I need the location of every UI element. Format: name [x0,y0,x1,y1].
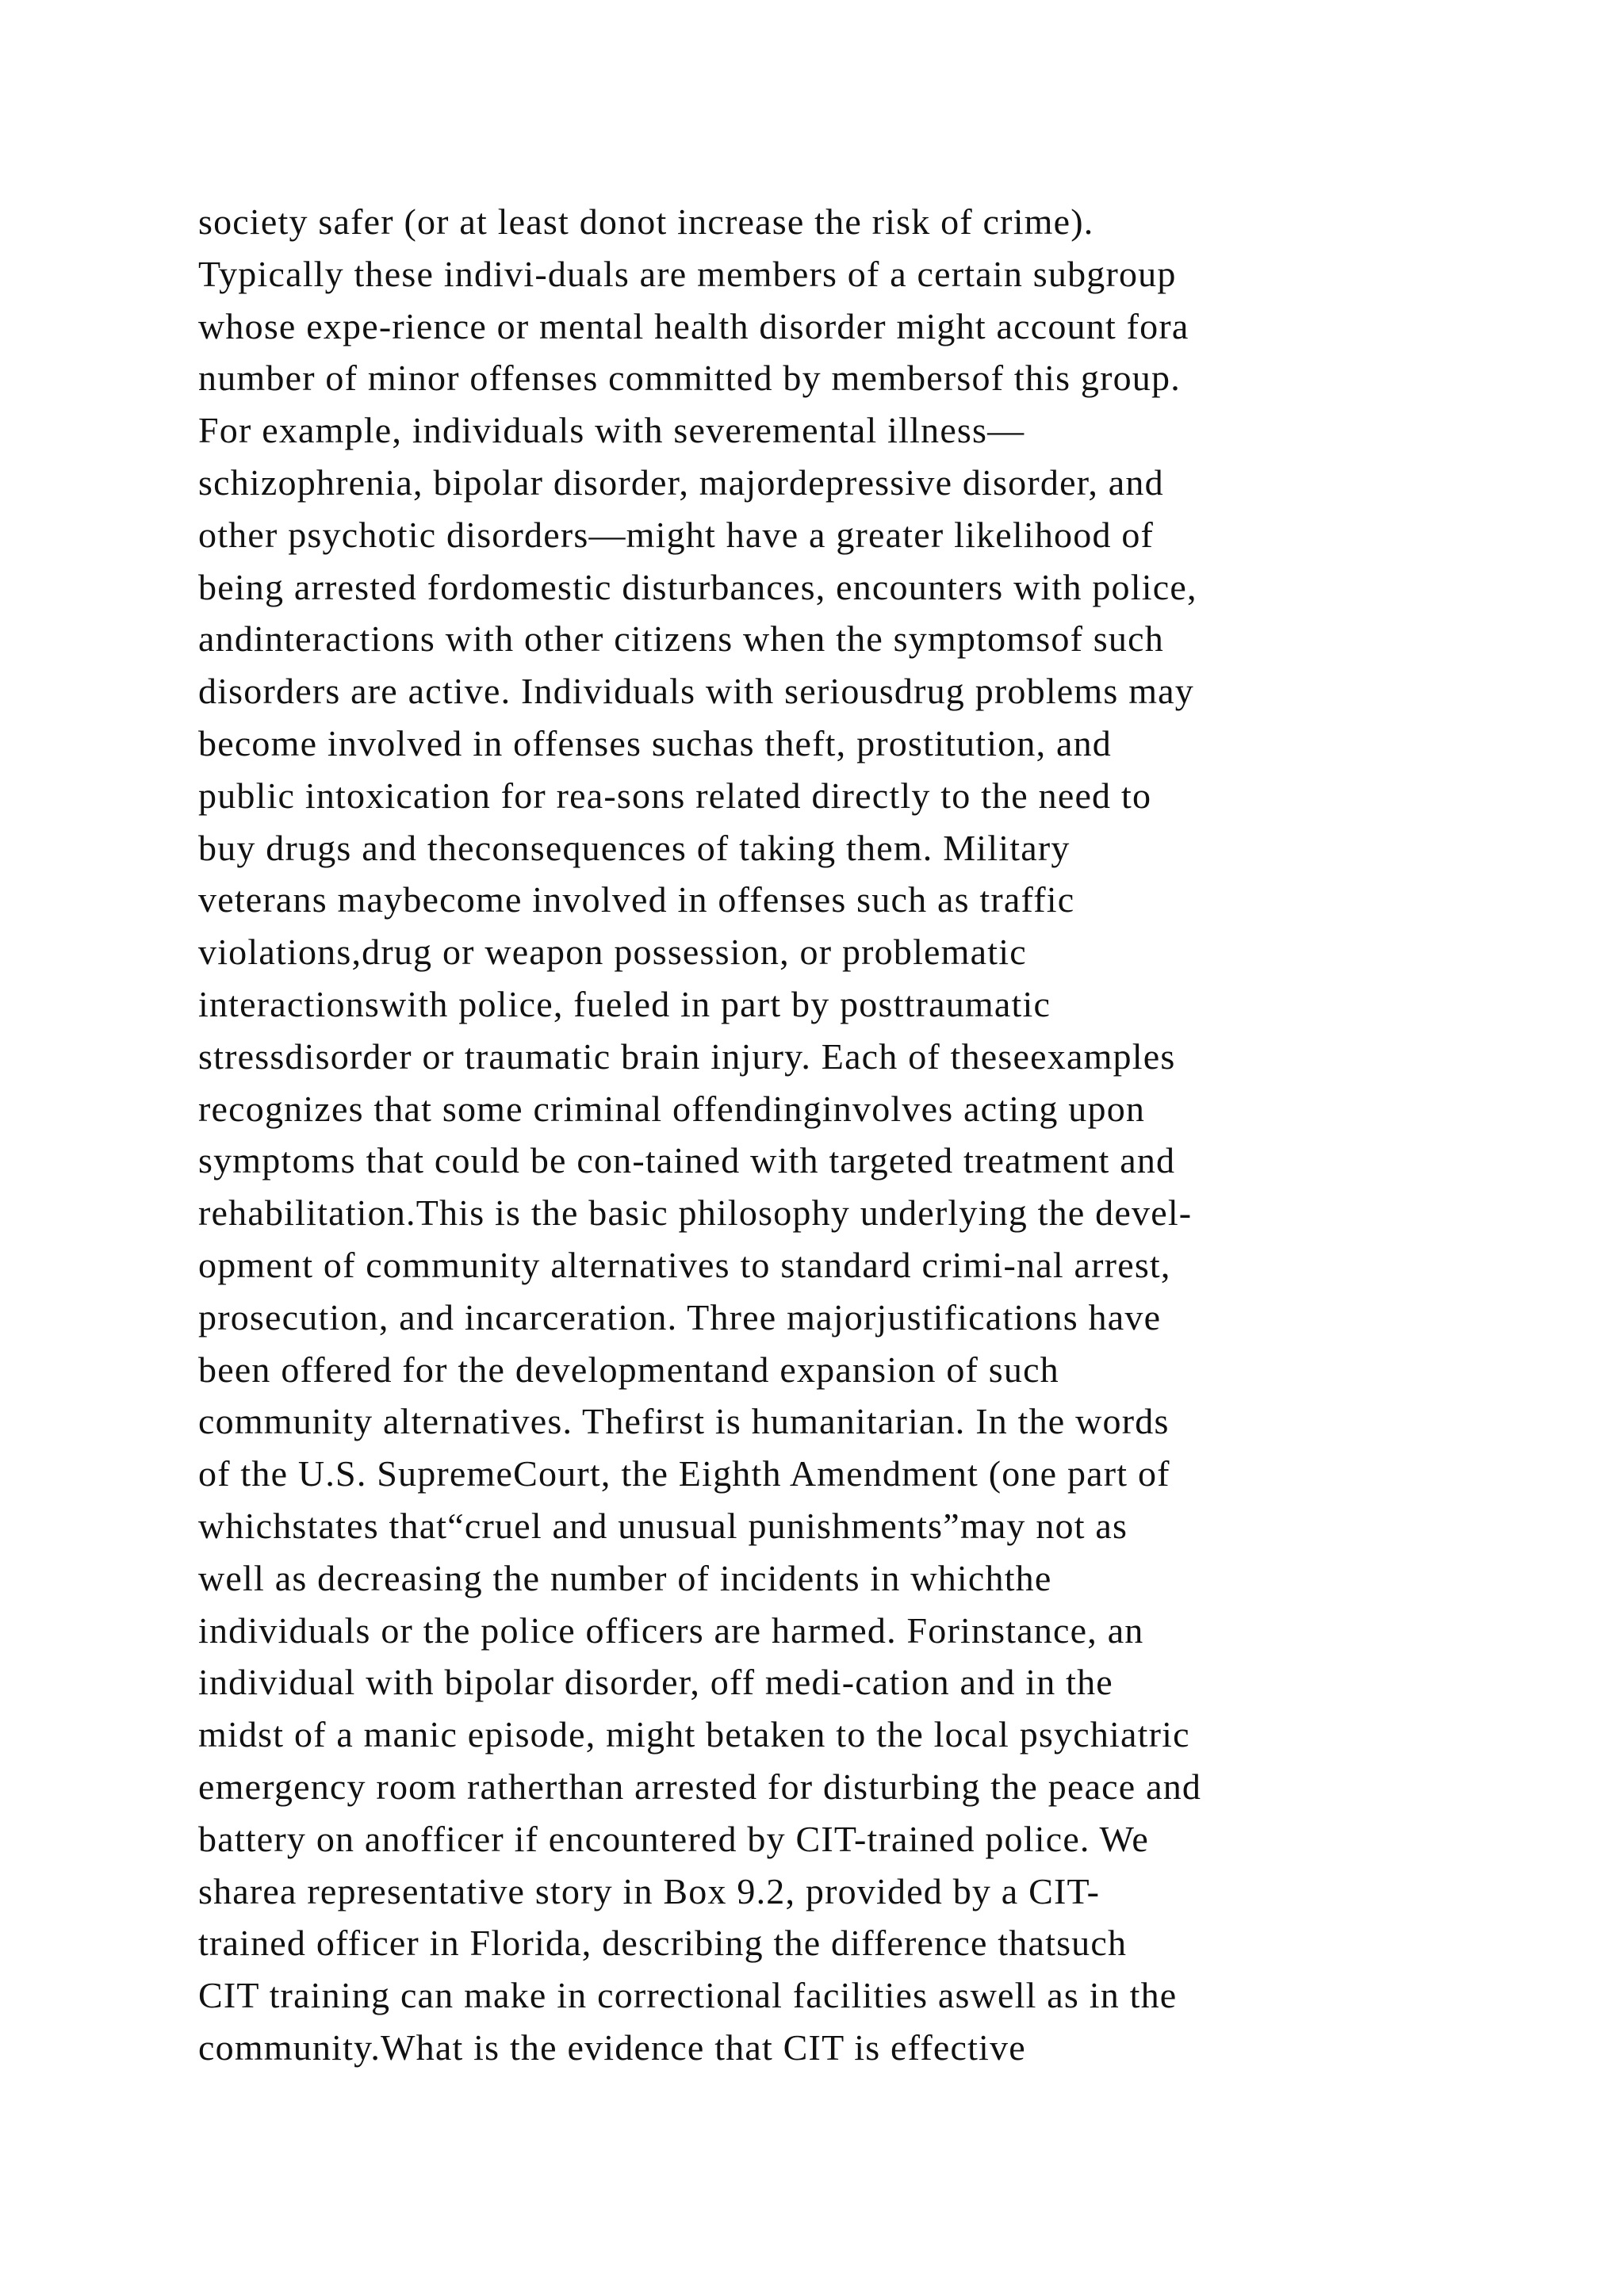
text-line: other psychotic disorders—might have a greater likelihood of [198,514,1155,555]
text-line: interactionswith police, fueled in part by posttraumatic [198,983,1051,1024]
text-line: battery on anofficer if encountered by CIT-trained police. We [198,1818,1150,1859]
text-line: well as decreasing the number of incidents in whichthe [198,1557,1052,1598]
text-line: rehabilitation.This is the basic philosophy underlying the devel- [198,1192,1193,1234]
text-line: society safer (or at least donot increase the risk of crime). [198,201,1094,242]
text-line: whose expe-rience or mental health disorder might account fora [198,305,1189,346]
text-line: trained officer in Florida, describing the difference thatsuch [198,1923,1128,1964]
text-line: being arrested fordomestic disturbances, encounters with police, [198,566,1197,607]
text-line: stressdisorder or traumatic brain injury. Each of theseexamples [198,1035,1176,1077]
text-line: disorders are active. Individuals with seriousdrug problems may [198,671,1194,712]
text-line: midst of a manic episode, might betaken to the local psychiatric [198,1714,1190,1755]
text-line: become involved in offenses suchas theft, prostitution, and [198,722,1113,763]
text-line: number of minor offenses committed by membersof this group. [198,358,1181,399]
text-line: of the U.S. SupremeCourt, the Eighth Amendment (one part of [198,1453,1170,1494]
body-text [198,196,1530,2074]
text-line: individuals or the police officers are harmed. Forinstance, an [198,1609,1144,1651]
text-line: veterans maybecome involved in offenses such as traffic [198,879,1075,920]
text-line: whichstates that“cruel and unusual punishments”may not as [198,1505,1128,1546]
text-line: prosecution, and incarceration. Three majorjustifications have [198,1296,1162,1337]
text-line: CIT training can make in correctional facilities aswell as in the [198,1975,1178,2016]
text-line: symptoms that could be con-tained with targeted treatment and [198,1140,1176,1181]
text-line: recognizes that some criminal offendinginvolves acting upon [198,1088,1146,1129]
text-line: opment of community alternatives to standard crimi-nal arrest, [198,1244,1171,1285]
text-line: emergency room ratherthan arrested for disturbing the peace and [198,1766,1202,1807]
text-line: schizophrenia, bipolar disorder, majordepressive disorder, and [198,461,1164,503]
text-line: public intoxication for rea-sons related directly to the need to [198,775,1152,816]
text-line: Typically these indivi-duals are members of a certain subgroup [198,253,1177,294]
text-line: community alternatives. Thefirst is humanitarian. In the words [198,1401,1170,1442]
text-line: For example, individuals with severemental illness— [198,410,1025,451]
text-line: violations,drug or weapon possession, or problematic [198,932,1027,973]
text-line: andinteractions with other citizens when the symptomsof such [198,618,1164,660]
text-line: buy drugs and theconsequences of taking them. Military [198,827,1071,868]
text-line: been offered for the developmentand expansion of such [198,1349,1059,1390]
text-line: sharea representative story in Box 9.2, provided by a CIT- [198,1870,1101,1911]
text-line: community.What is the evidence that CIT is effective [198,2026,1026,2068]
text-line: individual with bipolar disorder, off medi-cation and in the [198,1662,1113,1703]
